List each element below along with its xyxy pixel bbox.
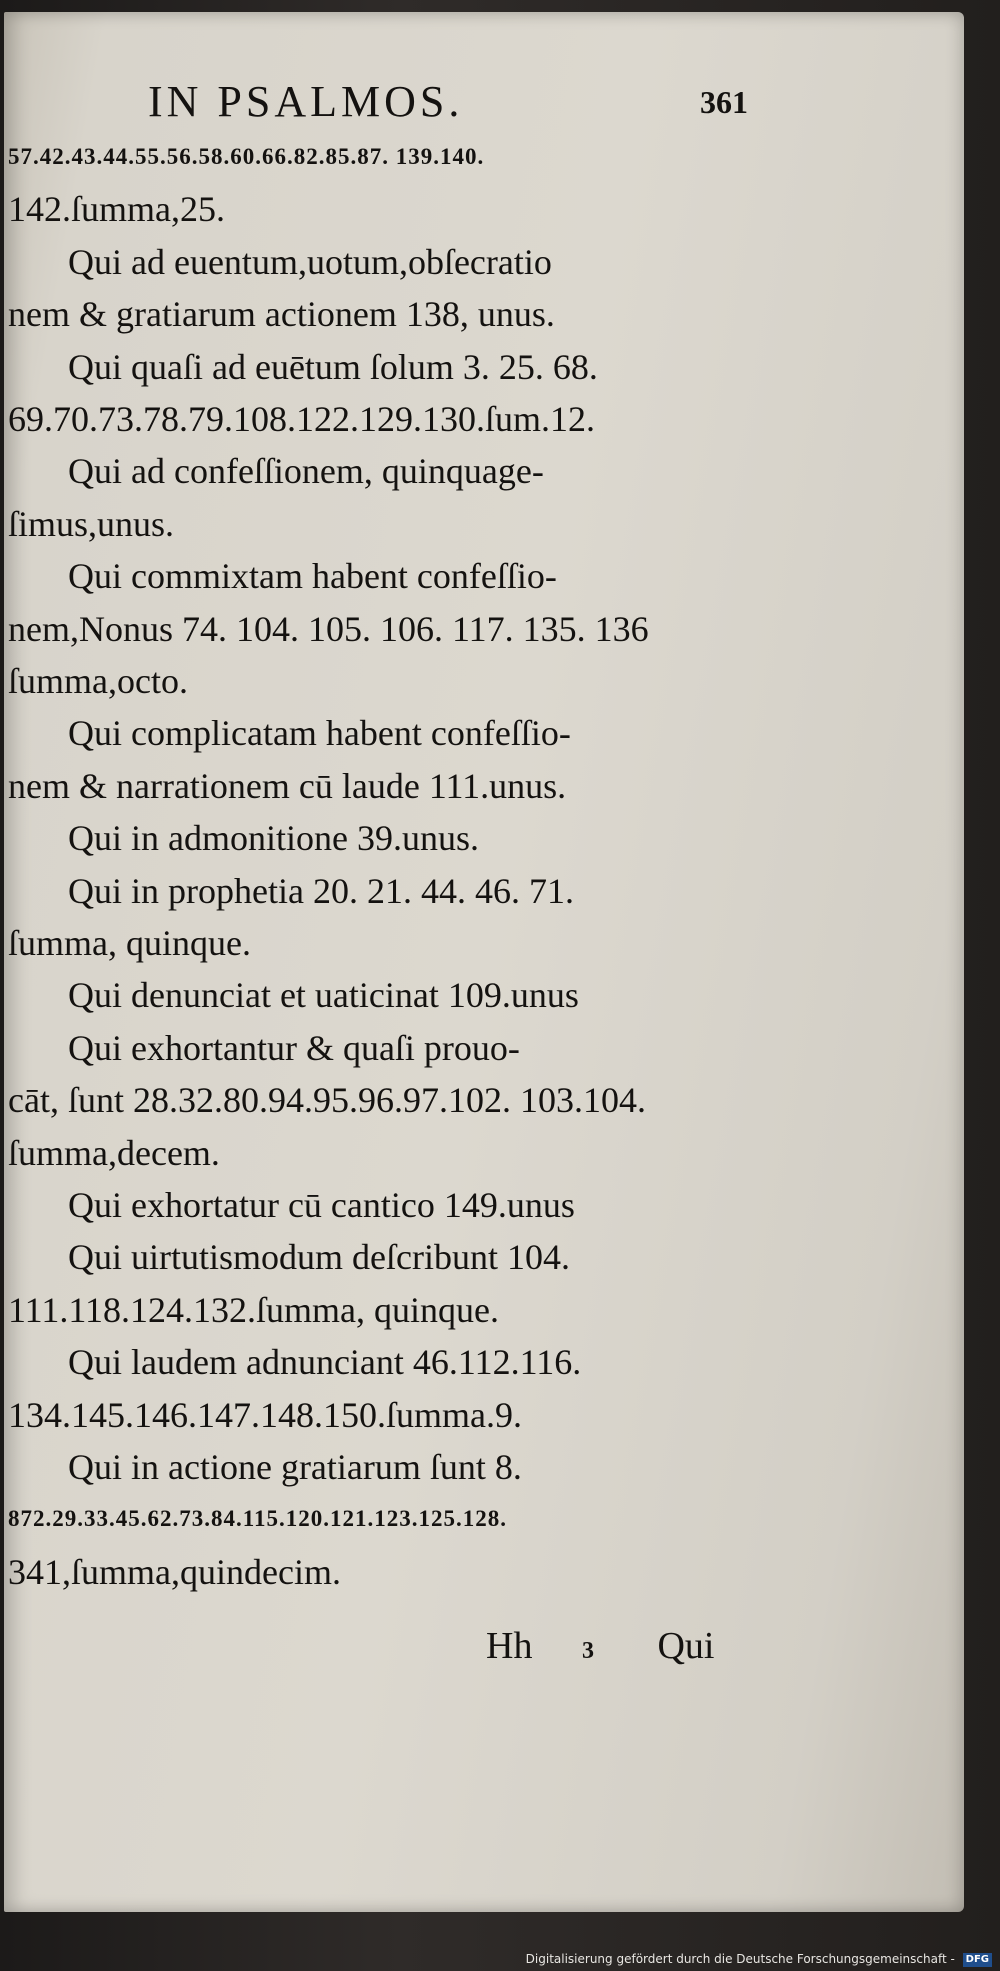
text-line: Qui denunciat et uaticinat 109.unus bbox=[68, 975, 579, 1016]
digitization-credit bbox=[526, 1949, 992, 1969]
text-line: 57.42.43.44.55.56.58.60.66.82.85.87. 139.140. bbox=[8, 144, 485, 169]
text-line: Qui in actione gratiarum ſunt 8. bbox=[68, 1447, 522, 1487]
text-line: 69.70.73.78.79.108.122.129.130.ſum.12. bbox=[8, 399, 596, 439]
page-number: 361 bbox=[700, 84, 748, 120]
text-line: Qui in admonitione 39.unus. bbox=[68, 818, 479, 859]
text-line: Qui commixtam habent confeſſio- bbox=[68, 556, 557, 597]
text-line: cāt, ſunt 28.32.80.94.95.96.97.102. 103.104. bbox=[8, 1080, 646, 1121]
credit-text: Digitalisierung gefördert durch die Deutsche Forschungsgemeinschaft - bbox=[525, 1952, 955, 1966]
text-line: Qui ad confeſſionem, quinquage- bbox=[68, 451, 544, 492]
text-line: ſumma,octo. bbox=[8, 661, 188, 701]
signature-number: 3 bbox=[581, 1638, 594, 1664]
text-line: nem & gratiarum actionem 138, unus. bbox=[8, 294, 555, 335]
text-line: Qui ad euentum,uotum,obſecratio bbox=[68, 241, 552, 282]
text-line: Qui quaſi ad euētum ſolum 3. 25. 68. bbox=[68, 346, 598, 387]
running-title: IN PSALMOS. bbox=[148, 77, 464, 126]
catchword: Qui bbox=[657, 1625, 715, 1667]
text-line: 872.29.33.45.62.73.84.115.120.121.123.125.128. bbox=[8, 1506, 507, 1532]
catchline bbox=[486, 1618, 714, 1679]
text-line: Qui exhortatur cū cantico 149.unus bbox=[68, 1185, 575, 1225]
dfg-logo: DFG bbox=[963, 1953, 992, 1967]
text-line: 134.145.146.147.148.150.ſumma.9. bbox=[8, 1394, 522, 1435]
text-line: nem,Nonus 74. 104. 105. 106. 117. 135. 136 bbox=[8, 608, 649, 649]
signature-mark: Hh bbox=[486, 1625, 533, 1667]
text-line: ſimus,unus. bbox=[8, 503, 175, 544]
text-line: Qui in prophetia 20. 21. 44. 46. 71. bbox=[68, 870, 574, 911]
text-line: 341,ſumma,quindecim. bbox=[8, 1551, 341, 1592]
text-line: nem & narrationem cū laude 111.unus. bbox=[8, 765, 567, 806]
text-line: Qui complicatam habent confeſſio- bbox=[68, 713, 571, 754]
text-line: 111.118.124.132.ſumma, quinque. bbox=[8, 1289, 499, 1330]
page-header bbox=[148, 72, 758, 132]
text-line: Qui exhortantur & quaſi prouo- bbox=[68, 1027, 520, 1068]
text-line: Qui uirtutismodum deſcribunt 104. bbox=[68, 1237, 570, 1278]
text-line: Qui laudem adnunciant 46.112.116. bbox=[68, 1342, 582, 1383]
text-line: 142.ſumma,25. bbox=[8, 189, 225, 230]
book-page bbox=[4, 12, 964, 1912]
text-line: ſumma, quinque. bbox=[8, 923, 251, 963]
text-line: ſumma,decem. bbox=[8, 1132, 220, 1173]
